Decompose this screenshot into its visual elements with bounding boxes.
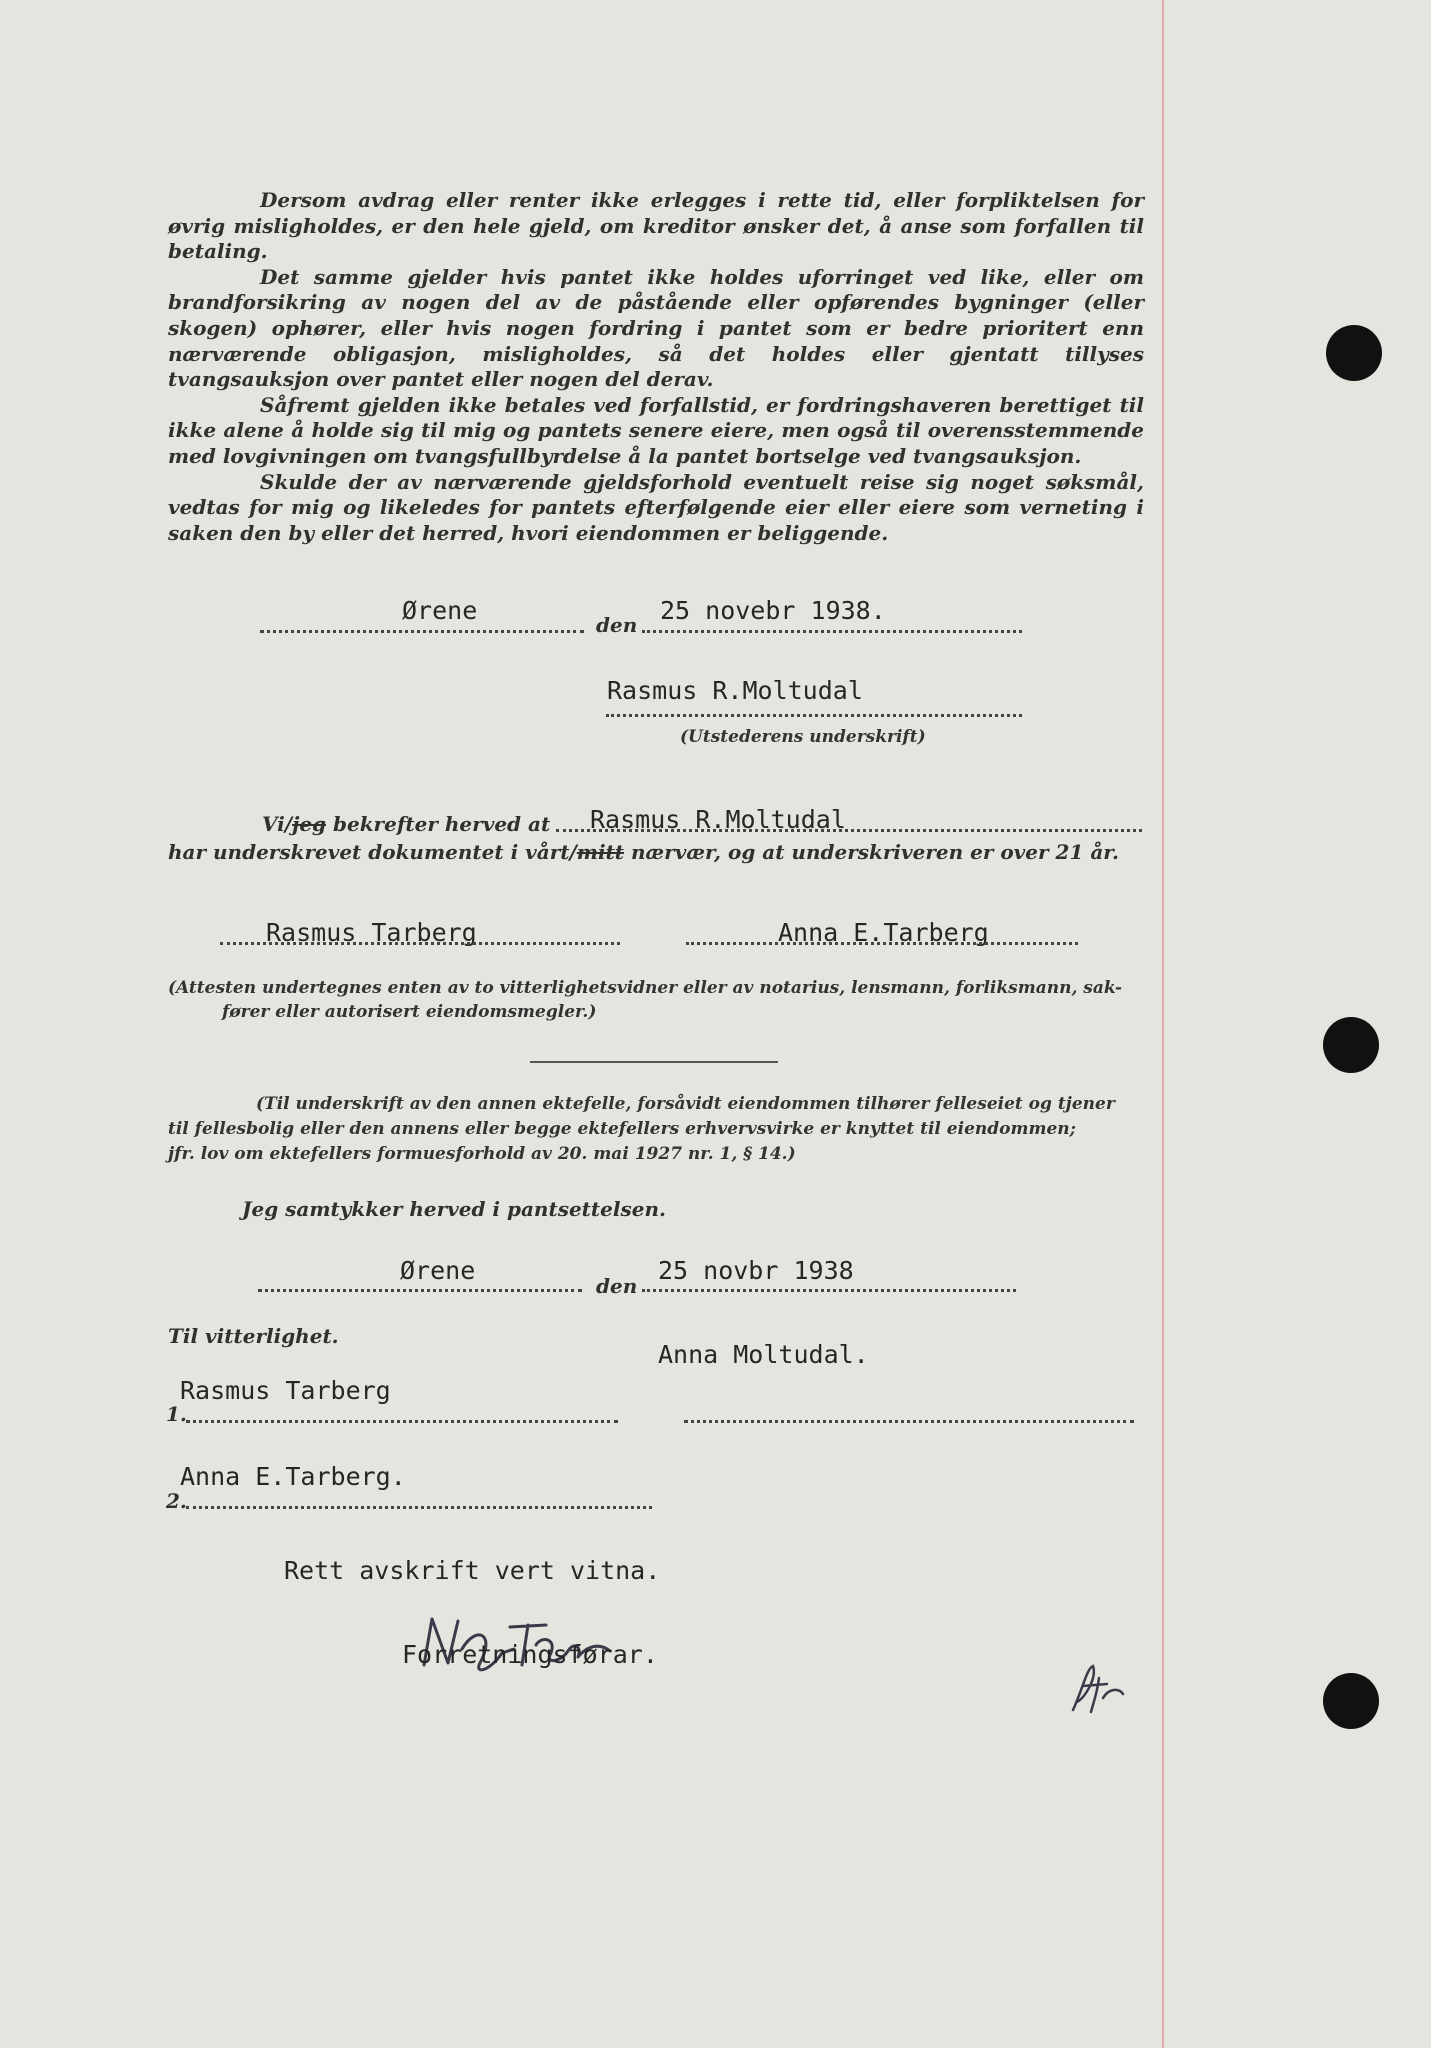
witness-number: 2. — [166, 1489, 187, 1513]
issuer-caption: (Utstederens underskrift) — [680, 727, 926, 747]
den-label-2: den — [596, 1274, 638, 1298]
witness-2-2-name: Anna E.Tarberg. — [180, 1462, 406, 1491]
consent-statement: Jeg samtykker herved i pantsettelsen. — [242, 1197, 666, 1221]
issuer-signature-line — [606, 714, 1022, 717]
witness-2-1-line — [186, 1420, 618, 1423]
spouse-note-line: til fellesbolig eller den annens eller begge ektefellers erhvervsvirke er knyttet til eiendommen; — [168, 1119, 1076, 1139]
witness-1-name: Rasmus Tarberg — [266, 918, 477, 947]
red-margin-line — [1162, 0, 1164, 2048]
terms-text — [168, 188, 1144, 546]
witness-1-line — [220, 942, 620, 945]
spouse-note-line: (Til underskrift av den annen ektefelle, forsåvidt eiendommen tilhører felleseiet og tjener — [256, 1094, 1115, 1114]
terms-paragraph: Såfremt gjelden ikke betales ved forfallstid, er fordringshaveren berettiget til ikke alene å holde sig til mig og pantets senere eiere, men også til overensstemmende med lovgivningen om tvangsfullbyrdelse å la pantet bortselge ved tvangsauksjon. — [168, 392, 1144, 468]
date-line — [642, 630, 1022, 633]
date-value: 25 novebr 1938. — [660, 596, 886, 625]
terms-paragraph: Det samme gjelder hvis pantet ikke holdes uforringet ved like, eller om brandforsikring av nogen del av de påstående eller opførendes bygninger (eller skogen) ophører, eller hvis nogen fordring i pantet som er bedre prioritert enn nærværende obligasjon, misligholdes, så det holdes eller gjentatt tillyses tvangsauksjon over pantet eller nogen del derav. — [168, 264, 1144, 392]
witness-2-1-name: Rasmus Tarberg — [180, 1376, 391, 1405]
issuer-name: Rasmus R.Moltudal — [607, 676, 863, 705]
attest-note-line: (Attesten undertegnes enten av to vitterlighetsvidner eller av notarius, lensmann, forliksmann, sak- — [168, 978, 1123, 998]
witness-number: 1. — [166, 1402, 187, 1426]
date-line-2 — [642, 1289, 1016, 1292]
attest-note-line: fører eller autorisert eiendomsmegler.) — [222, 1002, 597, 1022]
certification-text: Rett avskrift vert vitna. — [284, 1556, 661, 1585]
place-value-2: Ørene — [400, 1256, 476, 1285]
terms-paragraph: Dersom avdrag eller renter ikke erlegges i rette tid, eller forpliktelsen for øvrig misligholdes, er den hele gjeld, om kreditor ønsker det, å anse som forfallen til betaling. — [168, 188, 1144, 264]
witness-2-name: Anna E.Tarberg — [778, 918, 989, 947]
witnessed-name: Rasmus R.Moltudal — [590, 805, 846, 834]
terms-paragraph: Skulde der av nærværende gjeldsforhold eventuelt reise sig noget søksmål, vedtas for mig og likeledes for pantets efterfølgende eier eller eiere som verneting i saken den by eller det herred, hvori eiendommen er beliggende. — [168, 469, 1144, 545]
punch-hole — [1323, 1673, 1379, 1729]
spouse-signature-line — [684, 1420, 1134, 1423]
section-divider — [530, 1061, 778, 1063]
confirm-line-1: Vi/jeg bekrefter herved at — [262, 812, 551, 836]
punch-hole — [1326, 325, 1382, 381]
handwritten-initials — [1063, 1658, 1133, 1722]
spouse-signature-name: Anna Moltudal. — [658, 1340, 869, 1369]
place-value: Ørene — [402, 596, 478, 625]
til-vitterlighet-label: Til vitterlighet. — [168, 1324, 339, 1348]
witness-2-2-line — [186, 1506, 652, 1509]
date-value-2: 25 novbr 1938 — [658, 1256, 854, 1285]
place-line-2 — [258, 1289, 582, 1292]
den-label: den — [596, 613, 638, 637]
place-line — [260, 630, 584, 633]
role-title: Forretningsførar. — [402, 1640, 658, 1669]
witness-2-line — [686, 942, 1078, 945]
punch-hole — [1323, 1017, 1379, 1073]
confirm-line-2: har underskrevet dokumentet i vårt/mitt nærvær, og at underskriveren er over 21 år. — [168, 840, 1119, 864]
spouse-note-line: jfr. lov om ektefellers formuesforhold av 20. mai 1927 nr. 1, § 14.) — [168, 1144, 796, 1164]
